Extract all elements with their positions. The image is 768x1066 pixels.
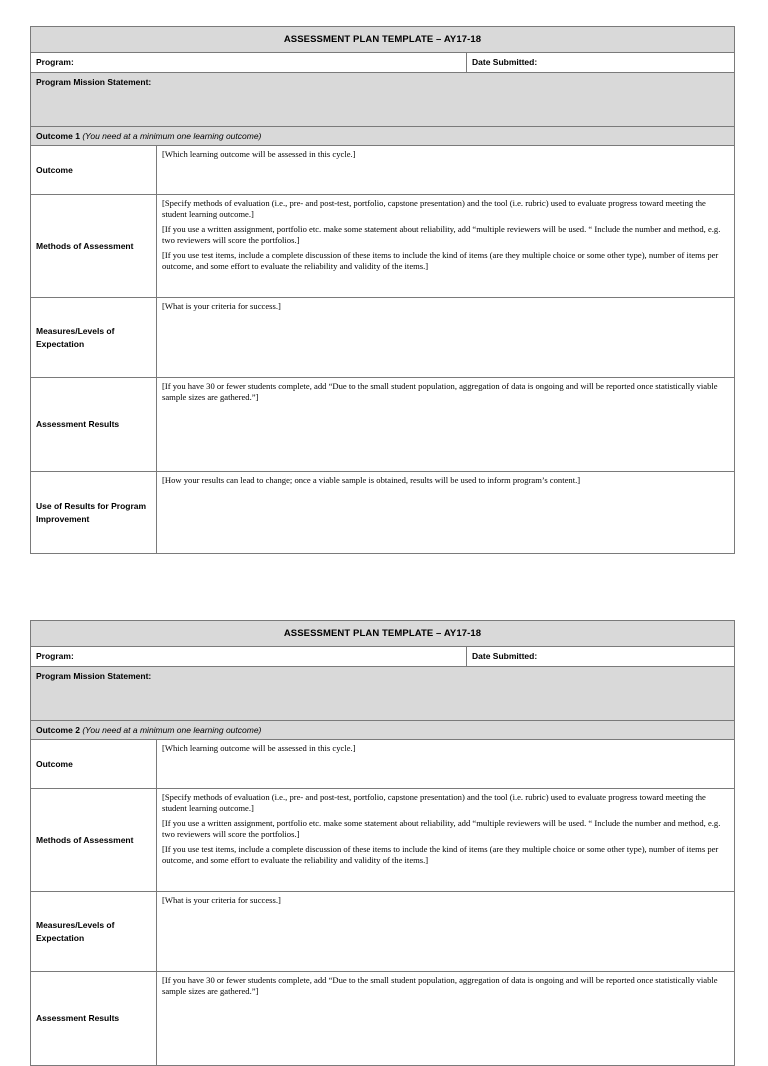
table-title-text: ASSESSMENT PLAN TEMPLATE – AY17-18 [283,34,482,45]
mission-statement-row [31,666,734,720]
outcome-heading-text: Outcome 1 [36,131,80,141]
row-content [157,972,734,1065]
row-paragraph: [What is your criteria for success.] [162,895,281,905]
outcome-note: (You need at a minimum one learning outcome) [82,725,262,735]
row-paragraph: [If you have 30 or fewer students complete, add “Due to the small student population, aggregation of data is ongoing and will be reported once statistically viable sample sizes are gathered.”] [162,381,718,402]
row-content [157,298,734,377]
table-row [31,739,734,788]
table-row [31,971,734,1065]
row-label: Use of Results for Program Improvement [31,472,157,553]
program-label: Program: [31,647,467,666]
row-paragraph: [If you use a written assignment, portfolio etc. make some statement about reliability, add “multiple reviewers will be used. “ Include the number and method, e.g. two reviewers will score the portfolios.] [162,818,721,839]
row-content [157,892,734,971]
row-paragraph: [If you use test items, include a complete discussion of these items to include the kind of items (are they multiple choice or some other type), number of items per outcome, and some effort to evaluate the reliability and validity of the items.] [162,250,719,271]
row-content [157,195,734,297]
row-paragraph: [Specify methods of evaluation (i.e., pre- and post-test, portfolio, capstone presentation) and the tool (i.e. rubric) used to evaluate progress toward meeting the student learning outcome.] [162,198,706,219]
row-label: Assessment Results [31,972,157,1065]
row-paragraph: [Which learning outcome will be assessed in this cycle.] [162,743,356,753]
program-label: Program: [31,53,467,72]
table-row [31,297,734,377]
row-content [157,146,734,194]
row-paragraph: [Which learning outcome will be assessed in this cycle.] [162,149,356,159]
row-paragraph: [What is your criteria for success.] [162,301,281,311]
row-content [157,378,734,471]
row-label: Methods of Assessment [31,789,157,891]
row-label: Outcome [31,740,157,788]
table-title-text: ASSESSMENT PLAN TEMPLATE – AY17-18 [283,628,482,639]
table-title [31,621,734,646]
table-row [31,145,734,194]
table-title [31,27,734,52]
row-paragraph: [If you use a written assignment, portfolio etc. make some statement about reliability, add “multiple reviewers will be used. “ Include the number and method, e.g. two reviewers will score the portfolios.] [162,224,721,245]
outcome-heading-text: Outcome 2 [36,725,80,735]
row-content [157,472,734,553]
row-label: Measures/Levels of Expectation [31,892,157,971]
assessment-plan-table [30,26,735,554]
outcome-heading [31,131,266,141]
table-row [31,891,734,971]
row-paragraph: [If you have 30 or fewer students complete, add “Due to the small student population, aggregation of data is ongoing and will be reported once statistically viable sample sizes are gathered.”] [162,975,718,996]
date-submitted-label: Date Submitted: [472,57,538,67]
date-submitted-label: Date Submitted: [472,651,538,661]
row-content [157,789,734,891]
outcome-heading-row [31,720,734,739]
row-paragraph: [Specify methods of evaluation (i.e., pre- and post-test, portfolio, capstone presentation) and the tool (i.e. rubric) used to evaluate progress toward meeting the student learning outcome.] [162,792,706,813]
assessment-plan-table [30,620,735,1066]
row-label: Outcome [31,146,157,194]
table-row [31,788,734,891]
mission-statement-label: Program Mission Statement: [36,77,152,87]
row-label: Methods of Assessment [31,195,157,297]
table-row [31,194,734,297]
mission-statement-row [31,72,734,126]
table-row [31,471,734,553]
outcome-heading-row [31,126,734,145]
row-label: Assessment Results [31,378,157,471]
program-row [31,646,734,666]
outcome-note: (You need at a minimum one learning outcome) [82,131,262,141]
mission-statement-label: Program Mission Statement: [36,671,152,681]
outcome-heading [31,725,266,735]
row-paragraph: [If you use test items, include a complete discussion of these items to include the kind of items (are they multiple choice or some other type), number of items per outcome, and some effort to evaluate the reliability and validity of the items.] [162,844,719,865]
row-paragraph: [How your results can lead to change; once a viable sample is obtained, results will be used to inform program’s content.] [162,475,581,485]
program-row [31,52,734,72]
table-row [31,377,734,471]
row-content [157,740,734,788]
row-label: Measures/Levels of Expectation [31,298,157,377]
